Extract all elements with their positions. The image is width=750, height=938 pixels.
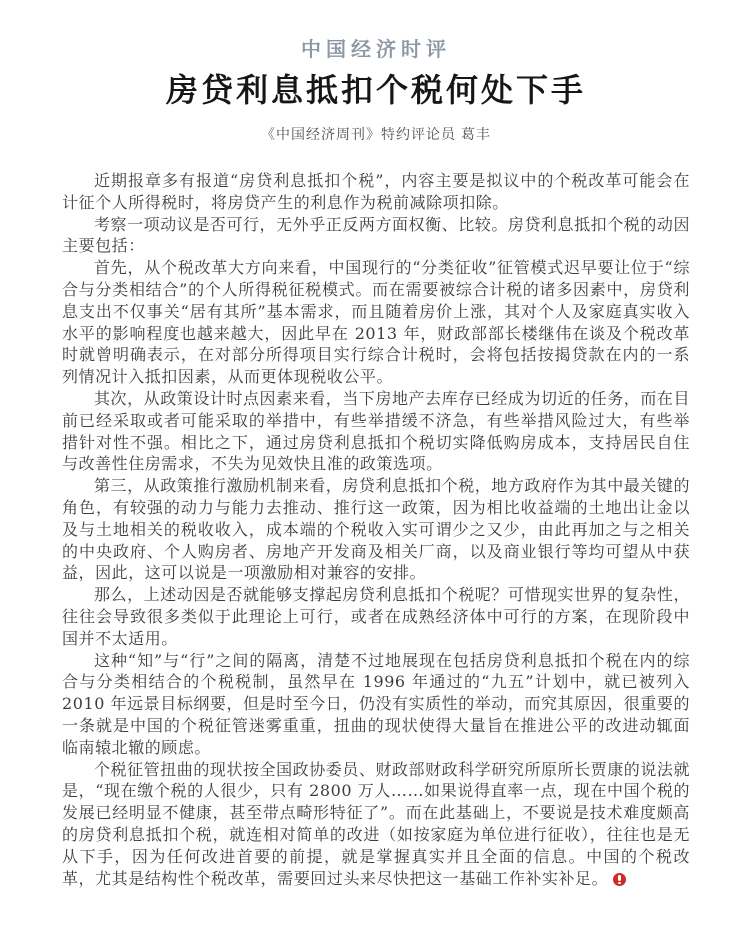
end-mark-logo-glyph (618, 875, 621, 881)
body-paragraph: 其次，从政策设计时点因素来看，当下房地产去库存已经成为切近的任务，而在目前已经采取或者可能采取的举措中，有些举措缓不济急，有些举措风险过大，有些举措针对性不强。相比之下，通过房贷利息抵扣个税切实降低购房成本，支持居民自住与改善性住房需求，不失为见效快且准的政策选项。 (62, 388, 690, 474)
section-label: 中国经济时评 (301, 37, 451, 61)
body-paragraph: 第三，从政策推行激励机制来看，房贷利息抵扣个税，地方政府作为其中最关键的角色，有较强的动力与能力去推动、推行这一政策，因为相比收益端的土地出让金以及与土地相关的税收收入，成本端的个税收入实可谓少之又少，由此再加之与之相关的中央政府、个人购房者、房地产开发商及相关厂商，以及商业银行等均可望从中获益，因此，这可以说是一项激励相对兼容的安排。 (62, 476, 690, 583)
body-paragraph: 首先，从个税改革大方向来看，中国现行的“分类征收”征管模式迟早要让位于“综合与分类相结合”的个人所得税征税模式。而在需要被综合计税的诸多因素中，房贷利息支出不仅事关“居有其所”基本需求，而且随着房价上涨，其对个人及家庭真实收入水平的影响程度也越来越大，因此早在 2013 年，财政部部长楼继伟在谈及个税改革时就曾明确表示，在对部分所得项目实行综合计税时，会将包括按揭贷款在内的一系列情况计入抵扣因素，从而更体现税收公平。 (62, 258, 690, 387)
magazine-end-mark-icon (613, 873, 626, 886)
article-title: 房贷利息抵扣个税何处下手 (165, 71, 586, 109)
article-byline: 《中国经济周刊》特约评论员 葛丰 (261, 126, 491, 142)
body-paragraph: 个税征管扭曲的现状按全国政协委员、财政部财政科学研究所原所长贾康的说法就是，“现在缴个税的人很少，只有 2800 万人……如果说得直率一点，现在中国个税的发展已经明显不健康，甚至带点畸形特征了”。而在此基础上，不要说是技术难度颇高的房贷利息抵扣个税，就连相对简单的改进（如按家庭为单位进行征收），往往也是无从下手，因为任何改进首要的前提，就是掌握真实并且全面的信息。中国的个税改革，尤其是结构性个税改革，需要回过头来尽快把这一基础工作补实补足。 (62, 759, 690, 888)
body-paragraph: 这种“知”与“行”之间的隔离，清楚不过地展现在包括房贷利息抵扣个税在内的综合与分类相结合的个税税制，虽然早在 1996 年通过的“九五”计划中，就已被列入 2010 年远景目标纲要，但是时至今日，仍没有实质性的举动，而究其原因，很重要的一条就是中国的个税征管迷雾重重，扭曲的现状使得大量旨在推进公平的改进动辄面临南辕北辙的顾虑。 (62, 650, 690, 757)
body-paragraph: 考察一项动议是否可行，无外乎正反两方面权衡、比较。房贷利息抵扣个税的动因主要包括： (62, 214, 690, 256)
body-paragraph: 那么，上述动因是否就能够支撑起房贷利息抵扣个税呢？可惜现实世界的复杂性，往往会导致很多类似于此理论上可行，或者在成熟经济体中可行的方案，在现阶段中国并不太适用。 (62, 585, 690, 648)
body-paragraph: 近期报章多有报道“房贷利息抵扣个税”，内容主要是拟议中的个税改革可能会在计征个人所得税时，将房贷产生的利息作为税前减除项扣除。 (62, 171, 690, 212)
article-body (62, 170, 690, 889)
